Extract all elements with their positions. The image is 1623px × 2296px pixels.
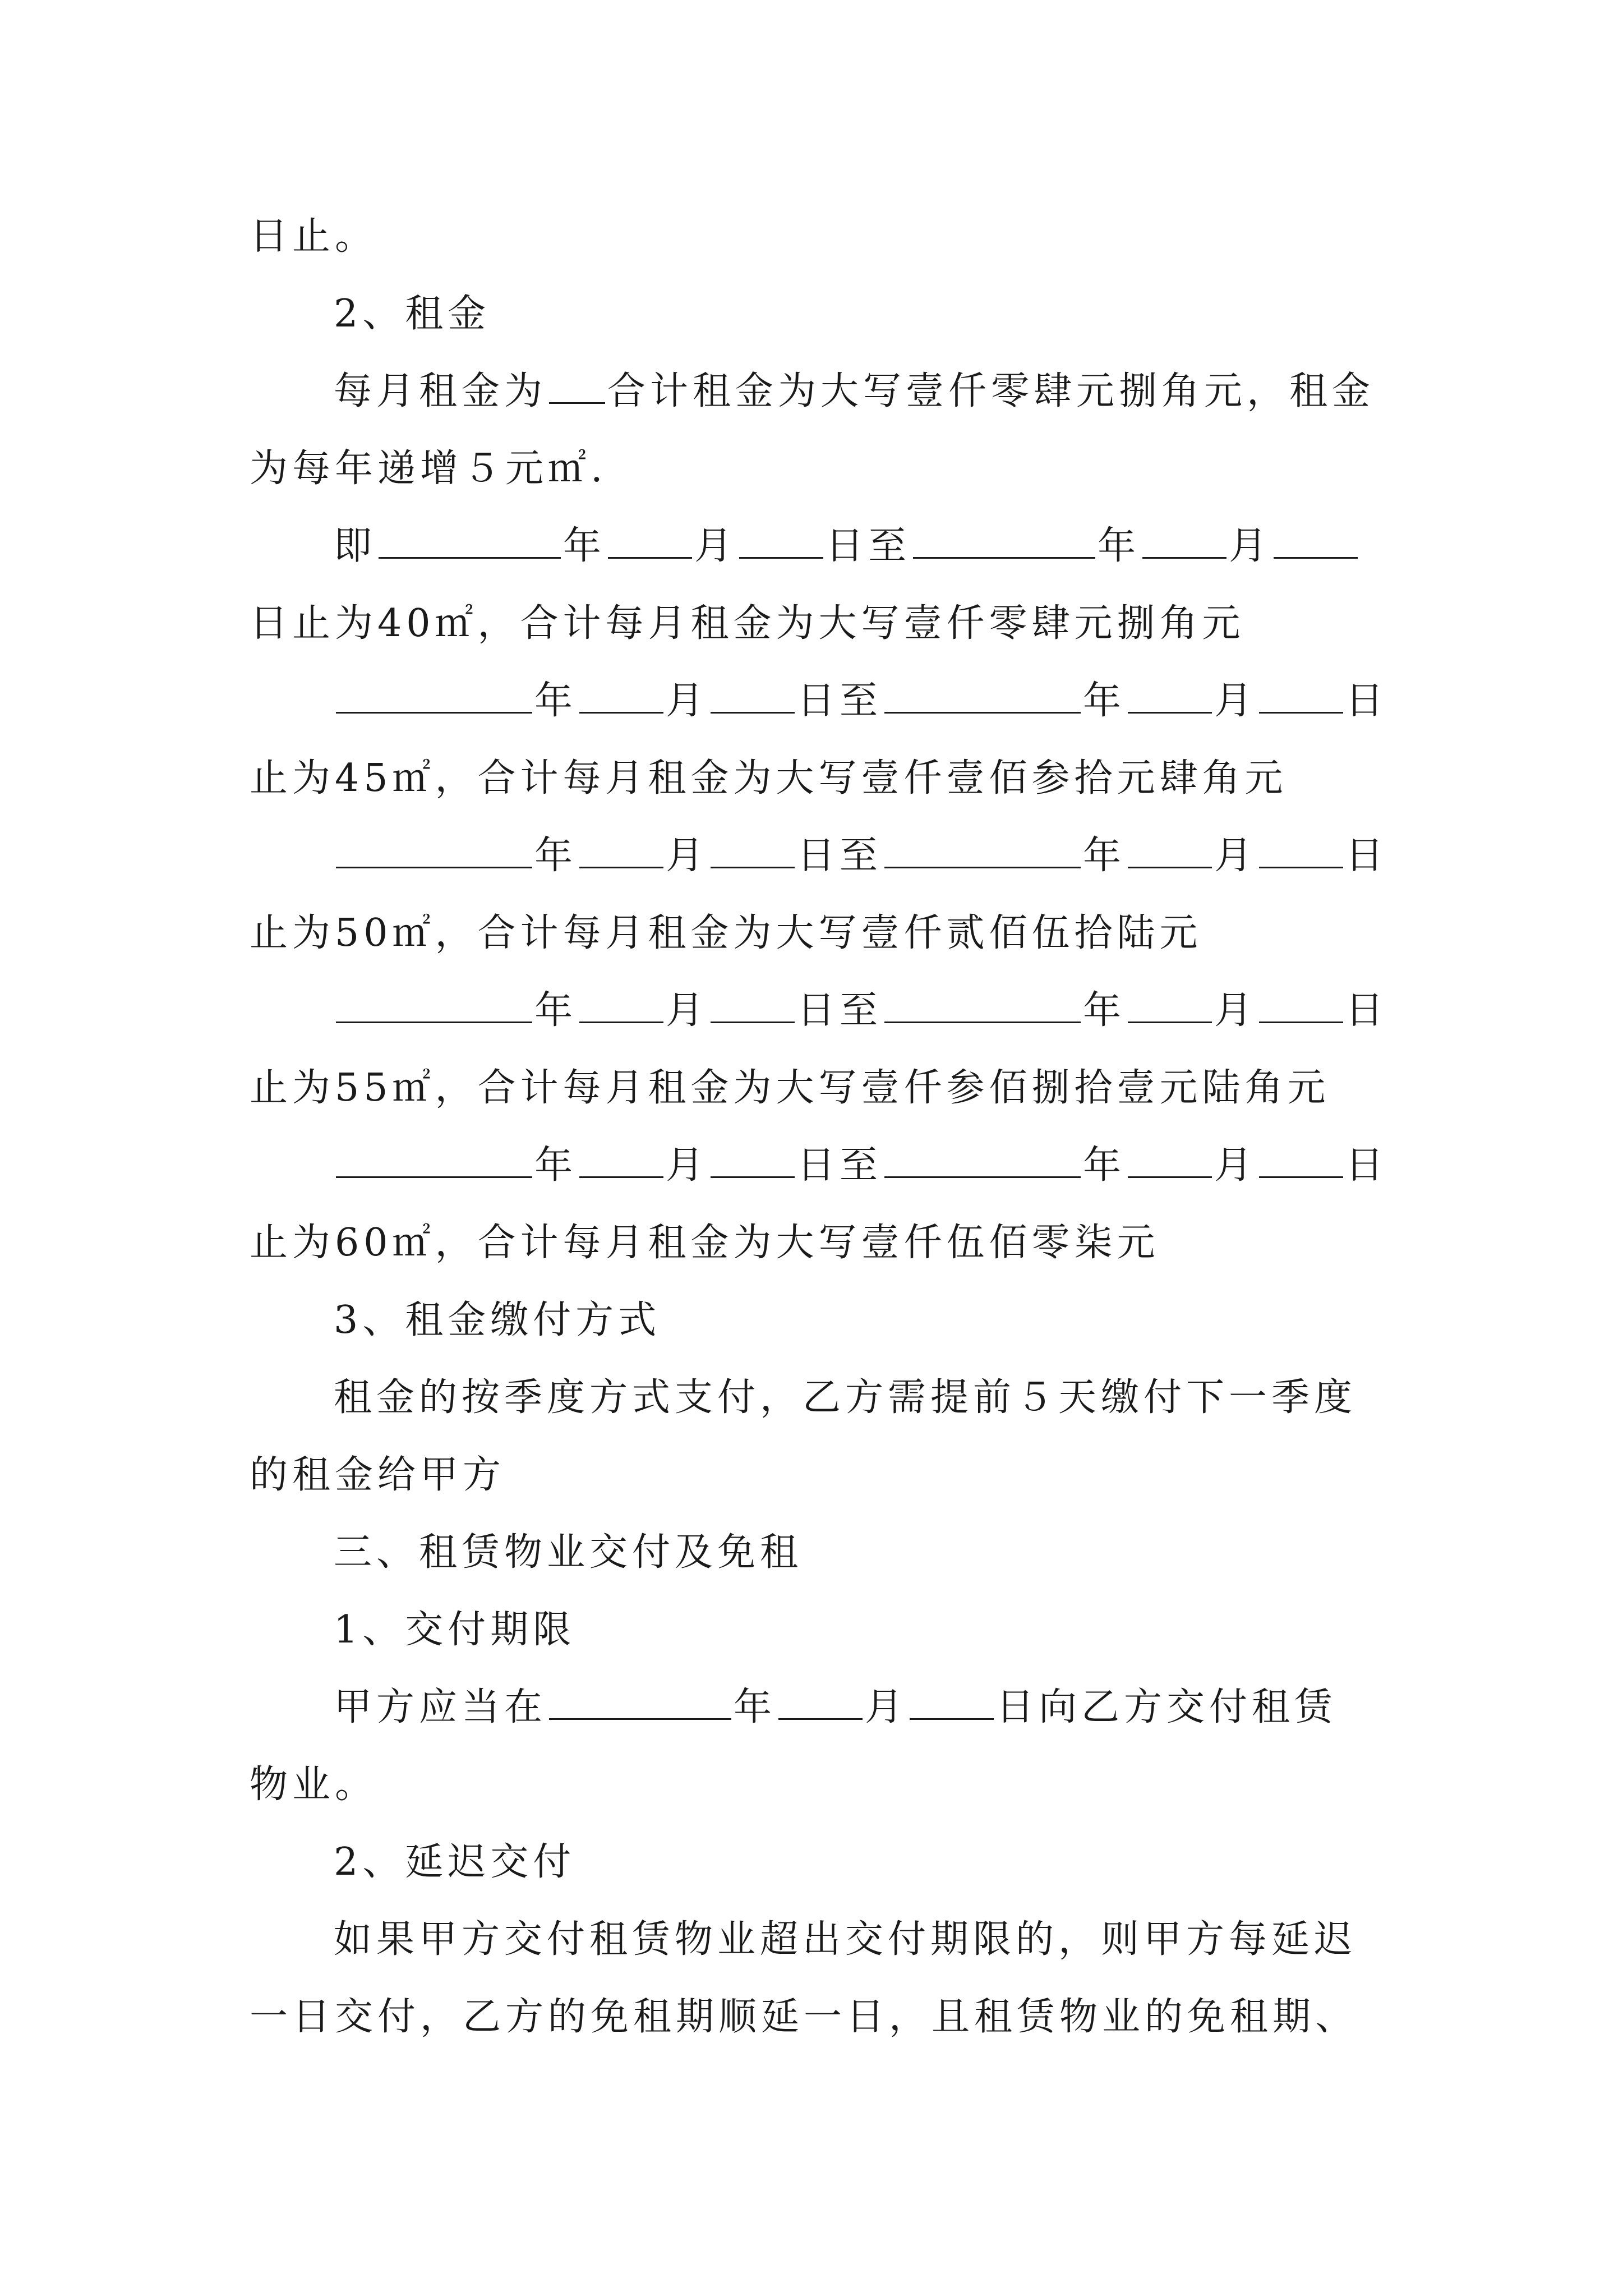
fill-blank xyxy=(579,1142,663,1178)
fill-blank xyxy=(910,1683,994,1720)
text: 日 xyxy=(1345,988,1389,1033)
text: 月 xyxy=(666,679,709,723)
text-line xyxy=(334,366,1375,417)
section-heading xyxy=(334,289,490,339)
text: 如果甲方交付租赁物业超出交付期限的，则甲方每延迟 xyxy=(334,1917,1357,1962)
text: 日 xyxy=(1345,679,1389,723)
text-line xyxy=(250,444,607,494)
text: 月 xyxy=(1214,1143,1257,1188)
text: 日至 xyxy=(797,834,883,878)
section-heading xyxy=(334,1837,575,1888)
text-line xyxy=(250,1063,1330,1114)
text: 2、延迟交付 xyxy=(334,1840,576,1884)
date-range-line xyxy=(334,831,1388,881)
text: 日至 xyxy=(797,679,883,723)
text: 止为60㎡，合计每月租金为大写壹仟伍佰零柒元 xyxy=(250,1221,1160,1265)
text: 3、租金缴付方式 xyxy=(334,1298,661,1342)
fill-blank xyxy=(336,1142,532,1178)
text: 止为55㎡，合计每月租金为大写壹仟参佰捌拾壹元陆角元 xyxy=(250,1066,1330,1110)
text: 年 xyxy=(534,988,578,1033)
text-line xyxy=(250,1450,505,1501)
text-line xyxy=(250,753,1288,804)
text: 年 xyxy=(734,1685,777,1729)
fill-blank xyxy=(711,987,795,1023)
text-line xyxy=(250,1218,1160,1268)
text: 月 xyxy=(1214,834,1257,878)
text: 月 xyxy=(1214,679,1257,723)
text: 合计租金为大写壹仟零肆元捌角元，租金 xyxy=(607,369,1375,413)
text: 止为45㎡，合计每月租金为大写壹仟壹佰参拾元肆角元 xyxy=(250,756,1288,800)
text: 每月租金为 xyxy=(334,369,547,413)
fill-blank xyxy=(711,1142,795,1178)
text: 日止为40㎡，合计每月租金为大写壹仟零肆元捌角元 xyxy=(250,601,1245,646)
text: 月 xyxy=(666,988,709,1033)
section-heading xyxy=(334,1605,575,1655)
fill-blank xyxy=(336,677,532,714)
date-range-line xyxy=(334,1140,1388,1191)
text-line xyxy=(250,599,1245,649)
fill-blank xyxy=(608,522,692,559)
text: 一日交付，乙方的免租期顺延一日，且租赁物业的免租期、 xyxy=(250,1995,1358,2039)
text-line xyxy=(250,1992,1358,2042)
text: 日止。 xyxy=(250,214,378,259)
fill-blank xyxy=(884,1142,1081,1178)
fill-blank xyxy=(1274,522,1358,559)
fill-blank xyxy=(1128,832,1212,868)
fill-blank xyxy=(336,987,532,1023)
text: 月 xyxy=(666,834,709,878)
section-heading xyxy=(334,1295,661,1346)
fill-blank xyxy=(739,522,823,559)
fill-blank xyxy=(884,987,1081,1023)
fill-blank xyxy=(1259,832,1343,868)
fill-blank xyxy=(778,1683,863,1720)
text: 月 xyxy=(865,1685,908,1729)
fill-blank xyxy=(1128,987,1212,1023)
fill-blank xyxy=(1259,677,1343,714)
text: 日至 xyxy=(797,988,883,1033)
text: 租金的按季度方式支付，乙方需提前５天缴付下一季度 xyxy=(334,1375,1357,1420)
fill-blank xyxy=(336,832,532,868)
text: 日至 xyxy=(797,1143,883,1188)
text: 1、交付期限 xyxy=(334,1608,576,1652)
text: 日至 xyxy=(826,524,911,568)
text-line xyxy=(250,1760,377,1810)
text-line xyxy=(334,1915,1357,1965)
fill-blank xyxy=(579,677,663,714)
section-heading xyxy=(334,1527,803,1578)
text: 日 xyxy=(1345,1143,1389,1188)
text: 三、租赁物业交付及免租 xyxy=(334,1530,803,1575)
fill-blank xyxy=(549,367,605,404)
text: 为每年递增５元㎡. xyxy=(250,447,607,491)
text: 年 xyxy=(1083,988,1126,1033)
text: 月 xyxy=(1214,988,1257,1033)
text: 年 xyxy=(563,524,606,568)
text-line xyxy=(250,211,377,262)
text: 甲方应当在 xyxy=(334,1685,547,1729)
text: 年 xyxy=(534,1143,578,1188)
text: 止为50㎡，合计每月租金为大写壹仟贰佰伍拾陆元 xyxy=(250,911,1202,955)
fill-blank xyxy=(711,832,795,868)
fill-blank xyxy=(1128,1142,1212,1178)
text-line xyxy=(334,1682,1337,1733)
date-range-line xyxy=(334,986,1388,1036)
fill-blank xyxy=(1259,1142,1343,1178)
text: 年 xyxy=(534,834,578,878)
date-range-line xyxy=(334,521,1360,572)
fill-blank xyxy=(1128,677,1212,714)
text: 年 xyxy=(1083,1143,1126,1188)
text: 年 xyxy=(534,679,578,723)
fill-blank xyxy=(913,522,1095,559)
fill-blank xyxy=(579,832,663,868)
text: 年 xyxy=(1083,834,1126,878)
text: 月 xyxy=(1229,524,1272,568)
date-range-line xyxy=(334,676,1388,726)
text: 日 xyxy=(1345,834,1389,878)
fill-blank xyxy=(579,987,663,1023)
fill-blank xyxy=(549,1683,731,1720)
text-line xyxy=(250,908,1202,959)
text: 年 xyxy=(1083,679,1126,723)
fill-blank xyxy=(711,677,795,714)
fill-blank xyxy=(884,677,1081,714)
fill-blank xyxy=(884,832,1081,868)
text: 即 xyxy=(334,524,377,568)
text: 2、租金 xyxy=(334,292,491,336)
fill-blank xyxy=(379,522,561,559)
text: 物业。 xyxy=(250,1763,378,1807)
fill-blank xyxy=(1259,987,1343,1023)
text: 月 xyxy=(694,524,737,568)
text: 年 xyxy=(1098,524,1141,568)
text-line xyxy=(334,1373,1357,1423)
text: 的租金给甲方 xyxy=(250,1453,506,1497)
text: 月 xyxy=(666,1143,709,1188)
fill-blank xyxy=(1142,522,1227,559)
text: 日向乙方交付租赁 xyxy=(996,1685,1338,1729)
